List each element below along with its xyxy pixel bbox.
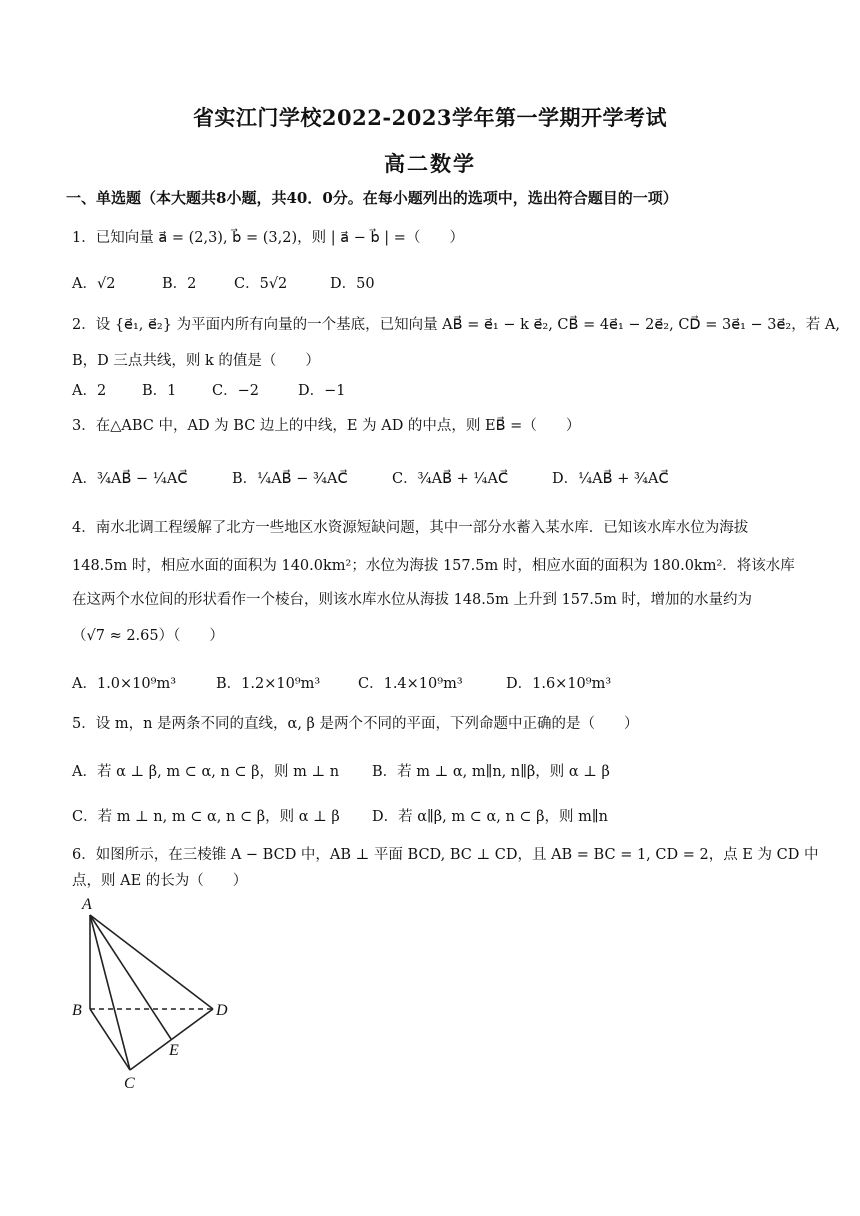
question-1-text: 1．已知向量 a⃗ = (2,3), b⃗ = (3,2)，则 | a⃗ − b⃗ | =（ ） bbox=[72, 230, 464, 246]
question-3-text: 3．在△ABC 中，AD 为 BC 边上的中线，E 为 AD 的中点，则 EB⃗ =（ ） bbox=[72, 418, 581, 434]
question-4-option-b: B．1.2×10⁹m³ bbox=[216, 676, 321, 692]
question-5-option-d: D．若 α∥β, m ⊂ α, n ⊂ β，则 m∥n bbox=[372, 809, 608, 825]
question-4-option-c: C．1.4×10⁹m³ bbox=[358, 676, 463, 692]
question-2-option-c: C．−2 bbox=[212, 383, 259, 399]
vertex-label-e: E bbox=[169, 1042, 179, 1059]
section-heading: 一、单选题（本大题共8小题，共40．0分。在每小题列出的选项中，选出符合题目的一项） bbox=[66, 189, 678, 207]
question-5-option-c: C．若 m ⊥ n, m ⊂ α, n ⊂ β，则 α ⊥ β bbox=[72, 809, 340, 825]
pyramid-diagram bbox=[70, 893, 240, 1093]
question-2-option-a: A．2 bbox=[72, 383, 107, 399]
edge-cd bbox=[130, 1009, 213, 1070]
question-2-option-d: D．−1 bbox=[298, 383, 346, 399]
edge-ac bbox=[90, 915, 130, 1070]
question-5-option-b: B．若 m ⊥ α, m∥n, n∥β，则 α ⊥ β bbox=[372, 764, 610, 780]
question-1-option-c: C．5√2 bbox=[234, 276, 288, 292]
question-1-option-b: B．2 bbox=[162, 276, 197, 292]
exam-title: 省实江门学校2022-2023学年第一学期开学考试 bbox=[192, 105, 668, 130]
question-2-text-line-2: B，D 三点共线，则 k 的值是（ ） bbox=[72, 353, 320, 369]
vertex-label-d: D bbox=[216, 1002, 228, 1019]
question-4-text-line-1: 4．南水北调工程缓解了北方一些地区水资源短缺问题，其中一部分水蓄入某水库．已知该水库水位为海拔 bbox=[72, 520, 749, 536]
question-6-text-line-1: 6．如图所示，在三棱锥 A − BCD 中，AB ⊥ 平面 BCD, BC ⊥ CD，且 AB = BC = 1, CD = 2，点 E 为 CD 中 bbox=[72, 847, 819, 863]
question-3-option-a: A．¾AB⃗ − ¼AC⃗ bbox=[72, 471, 188, 487]
vertex-label-b: B bbox=[72, 1002, 82, 1019]
question-3-option-d: D．¼AB⃗ + ¾AC⃗ bbox=[552, 471, 669, 487]
question-3-option-b: B．¼AB⃗ − ¾AC⃗ bbox=[232, 471, 348, 487]
edge-bc bbox=[90, 1009, 130, 1070]
question-2-text-line-1: 2．设 {e⃗₁, e⃗₂} 为平面内所有向量的一个基底，已知向量 AB⃗ = e⃗₁ − k e⃗₂, CB⃗ = 4e⃗₁ − 2e⃗₂, CD⃗ = 3e⃗₁ − 3e⃗₂，若 A, bbox=[72, 317, 840, 333]
question-4-text-line-3: 在这两个水位间的形状看作一个棱台，则该水库水位从海拔 148.5m 上升到 157.5m 时，增加的水量约为 bbox=[72, 592, 752, 608]
edge-ad bbox=[90, 915, 213, 1009]
question-2-option-b: B．1 bbox=[142, 383, 177, 399]
question-3-option-c: C．¾AB⃗ + ¼AC⃗ bbox=[392, 471, 509, 487]
question-5-text: 5．设 m，n 是两条不同的直线，α, β 是两个不同的平面，下列命题中正确的是（ ） bbox=[72, 716, 639, 732]
question-5-option-a: A．若 α ⊥ β, m ⊂ α, n ⊂ β，则 m ⊥ n bbox=[72, 764, 340, 780]
question-4-text-line-2: 148.5m 时，相应水面的面积为 140.0km²；水位为海拔 157.5m 时，相应水面的面积为 180.0km²．将该水库 bbox=[72, 558, 795, 574]
question-1-option-a: A．√2 bbox=[72, 276, 116, 292]
vertex-label-c: C bbox=[124, 1075, 135, 1092]
vertex-label-a: A bbox=[82, 896, 92, 913]
question-1-option-d: D．50 bbox=[330, 276, 375, 292]
pyramid-figure bbox=[70, 893, 240, 1097]
question-4-option-a: A．1.0×10⁹m³ bbox=[72, 676, 177, 692]
exam-subject: 高二数学 bbox=[384, 151, 476, 176]
question-4-option-d: D．1.6×10⁹m³ bbox=[506, 676, 612, 692]
edge-ae bbox=[90, 915, 171, 1039]
question-6-text-line-2: 点，则 AE 的长为（ ） bbox=[72, 873, 248, 889]
question-4-text-line-4: （√7 ≈ 2.65）（ ） bbox=[72, 628, 224, 644]
